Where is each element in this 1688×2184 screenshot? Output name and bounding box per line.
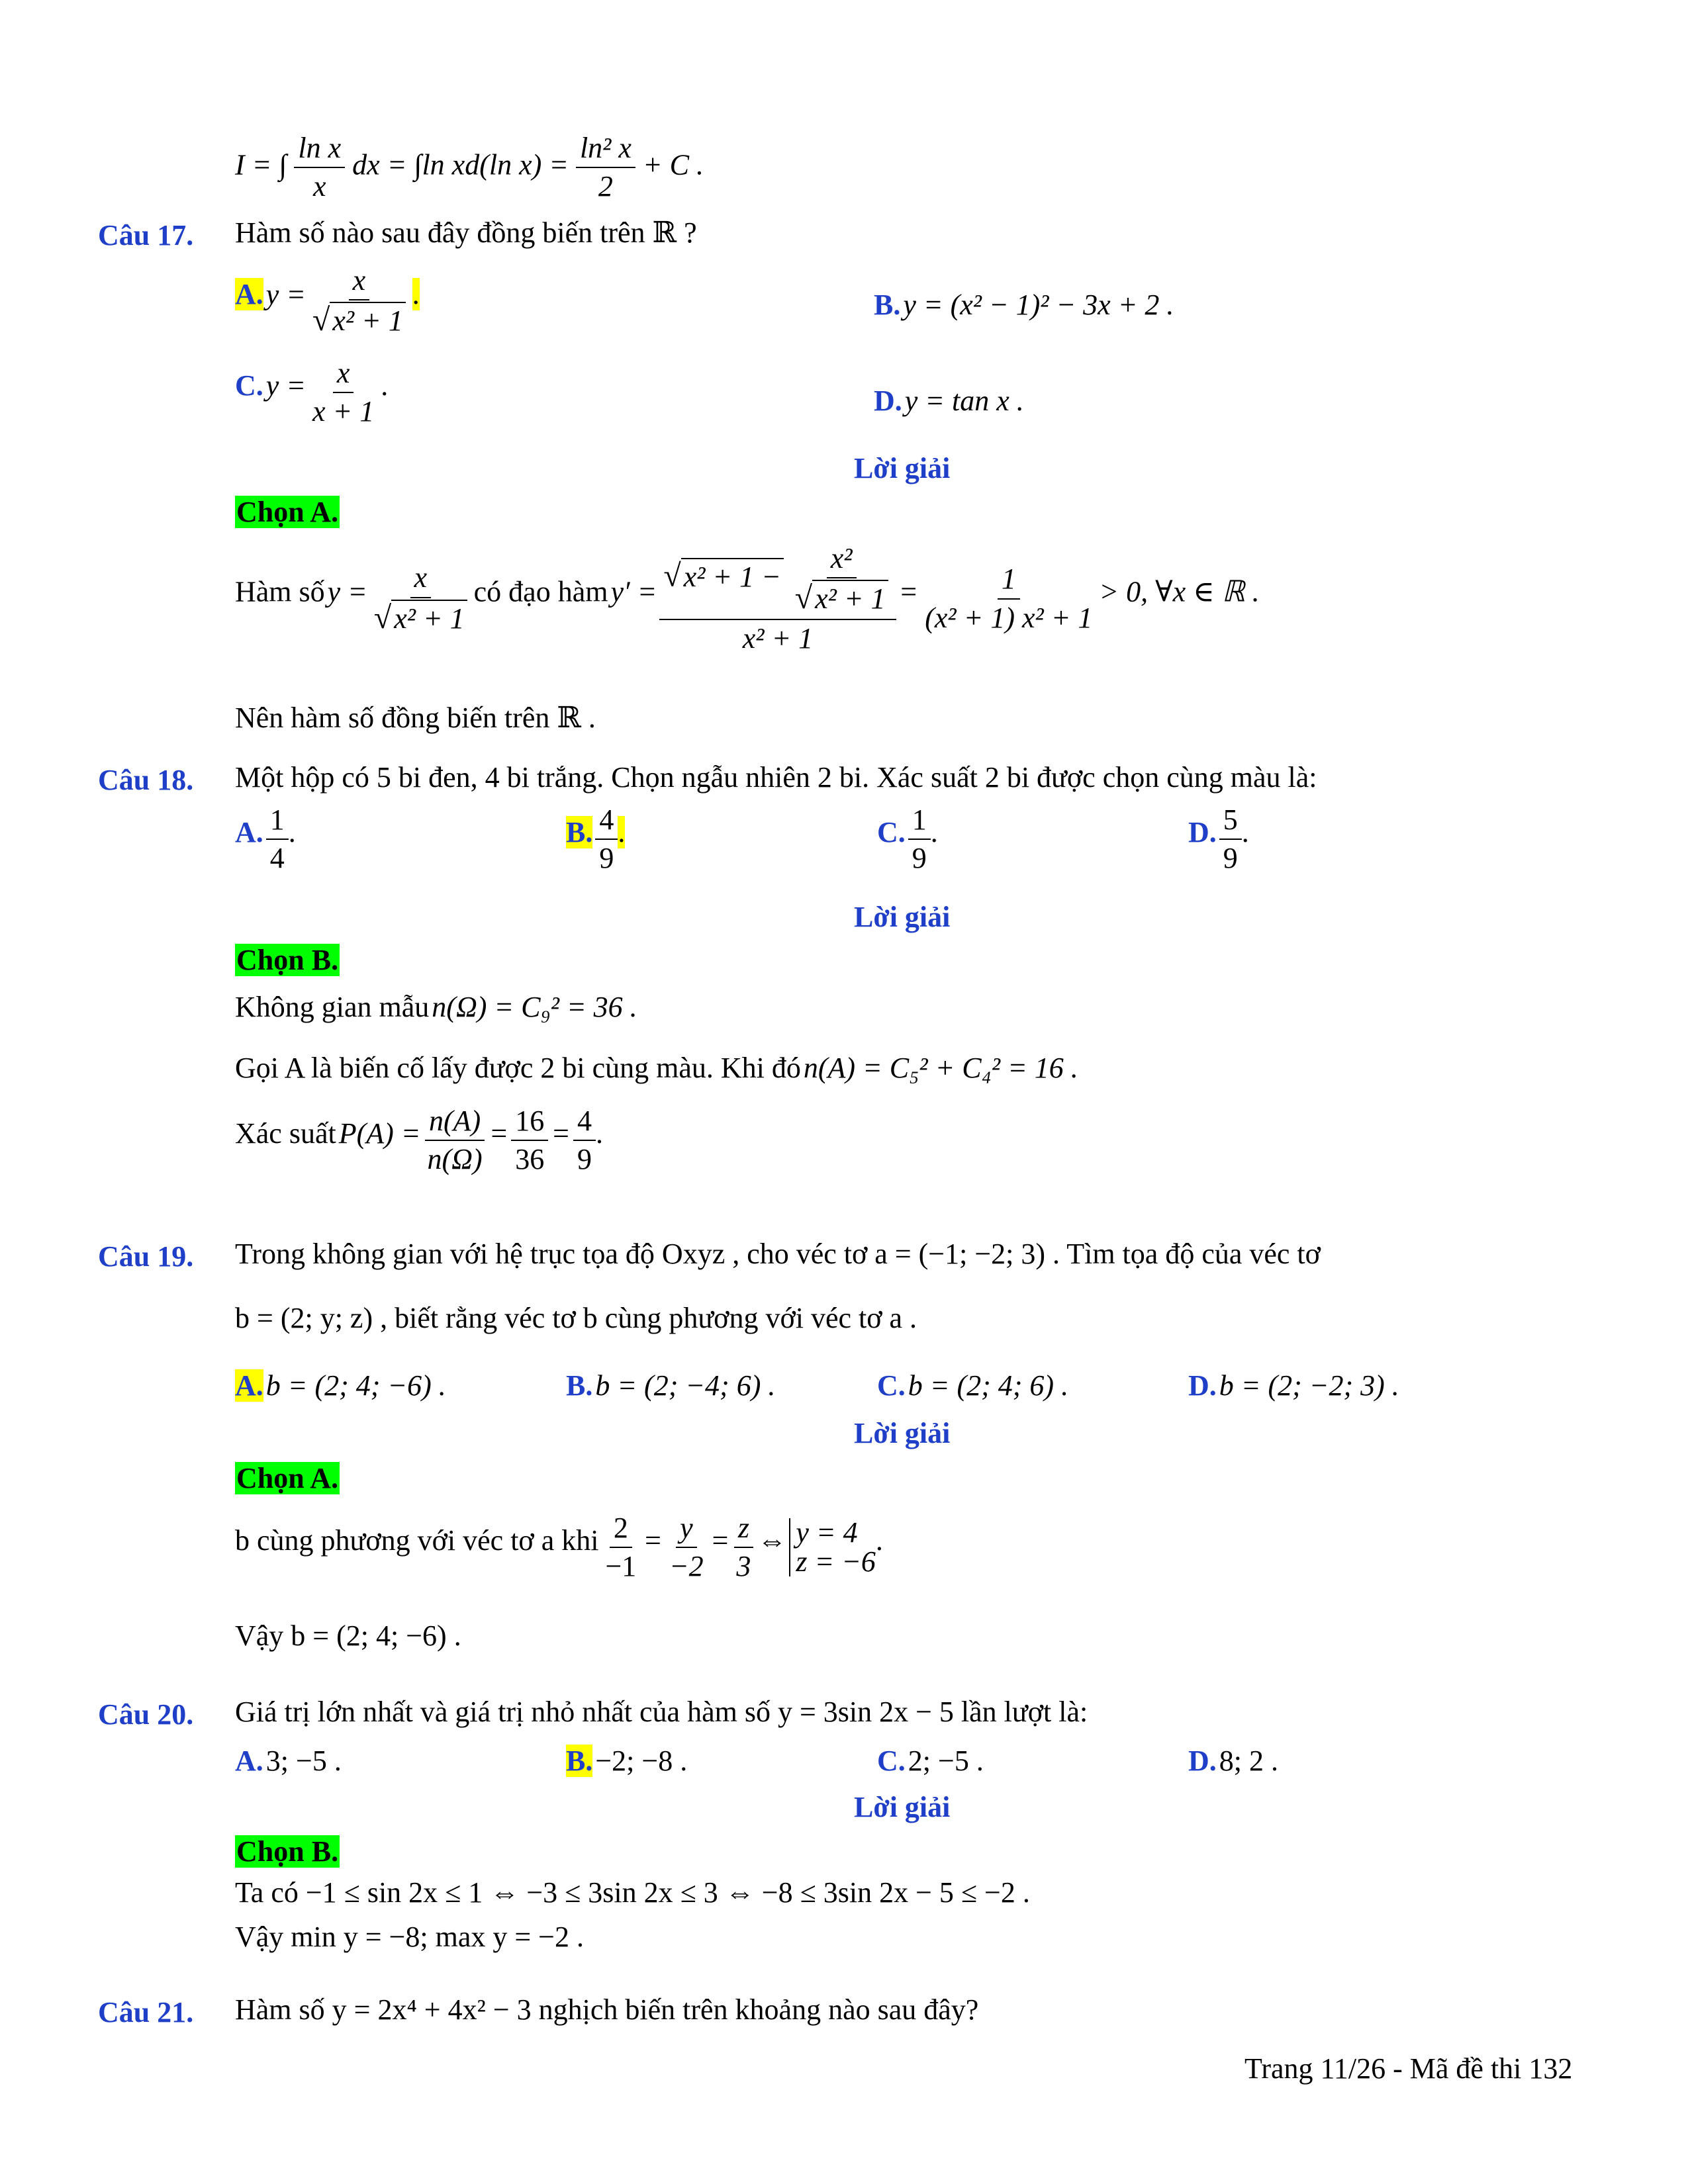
q20-option-a[interactable] <box>235 1744 342 1778</box>
integral-lhs: I = ∫ <box>235 148 287 181</box>
q18-probability: Xác suất P(A) = $\frac{n(A)}{n(\Omega)}$ = $\frac{16}{36}$ = $\frac{4}{9}$ . <box>235 1105 603 1176</box>
q19-system <box>789 1518 876 1576</box>
q18-event <box>235 1054 1078 1083</box>
q17-text: Hàm số nào sau đây đồng biến trên ℝ ? <box>235 216 697 249</box>
q17-solution-heading: Lời giải <box>854 452 951 484</box>
q17-option-b-text: y = (x² − 1)² − 3x + 2 . <box>903 289 1174 321</box>
q20-option-b[interactable] <box>566 1744 687 1778</box>
q20-option-c-text: 2; −5 . <box>908 1745 984 1777</box>
q19-system-eq2: z = −6 <box>796 1545 876 1578</box>
q18-option-d-numerator: 5 <box>1219 804 1242 840</box>
q20-option-a-text: 3; −5 . <box>265 1745 342 1777</box>
integral-denominator: x <box>313 170 326 203</box>
q17-option-a-label: A. <box>235 278 263 311</box>
q18-option-b[interactable]: B. $\frac{4}{9}$ . <box>566 803 626 875</box>
q18-prob-frac3-den: 9 <box>577 1143 592 1176</box>
q17-derivative-line: Hàm số y = $\frac{x}{\text{√x² + 1}}$ có đạo hàm y′ = √x² + 1 − $\frac{\text{x²}}{\text{√x² + 1}}$ x² + 1 = $\frac{1}{\text{(x² + 1) x² + 1}}$ > 0, ∀x ∈ ℝ . <box>235 542 1260 655</box>
q19-frac2-num: y <box>676 1512 697 1548</box>
q17-option-a-denominator: x² + 1 <box>330 302 405 337</box>
q18-sample-space-text: Không gian mẫu <box>235 991 430 1023</box>
q18-sample-space-math: n(Ω) = C₉² = 36 . <box>432 991 637 1023</box>
q19-option-c-text: b = (2; 4; 6) . <box>908 1369 1069 1402</box>
q18-solution-heading: Lời giải <box>854 901 951 933</box>
q17-answer-badge: Chọn A. <box>236 496 339 528</box>
q19-frac3-den: 3 <box>736 1550 751 1583</box>
q17-option-a[interactable]: A. y = $\frac{x}{\text{√x² + 1}}$ . <box>235 264 420 338</box>
q19-option-a-text: b = (2; 4; −6) . <box>265 1369 446 1402</box>
q17-derivative-big-numerator-root: x² + 1 − <box>681 558 784 593</box>
q21-label: Câu 21. <box>98 1996 194 2028</box>
q20-answer-badge: Chọn B. <box>236 1835 339 1868</box>
q18-probability-lhs: P(A) = <box>338 1117 421 1150</box>
q19-option-a-label: A. <box>235 1369 263 1402</box>
q18-option-d-denominator: 9 <box>1223 842 1238 875</box>
q19-collinear-text: b cùng phương với véc tơ a khi <box>235 1524 599 1557</box>
q17-derivative-end: > 0, ∀x ∈ ℝ . <box>1099 575 1260 608</box>
q20-option-a-label: A. <box>235 1745 263 1777</box>
q17-option-c-label: C. <box>235 369 263 402</box>
q17-option-c-denominator: x + 1 <box>312 395 375 428</box>
q19-collinear-line: b cùng phương với véc tơ a khi $\frac{2}{-1}$ = $\frac{y}{-2}$ = $\frac{z}{3}$ ⇔ y = 4 z = −6 . <box>235 1512 883 1583</box>
integral-result-numerator: ln² x <box>576 132 635 168</box>
q17-derivative-eq: = <box>898 575 919 608</box>
q18-option-c-label: C. <box>877 816 906 849</box>
integral-result-denominator: 2 <box>598 170 613 203</box>
q19-option-b[interactable] <box>566 1369 775 1402</box>
q19-frac3-num: z <box>734 1512 753 1548</box>
q17-derivative-big-denominator: x² + 1 <box>742 622 814 655</box>
q18-event-math: n(A) = C₅² + C₄² = 16 . <box>803 1052 1078 1084</box>
q20-solution-line2: Vậy min y = −8; max y = −2 . <box>235 1921 584 1953</box>
integral-line <box>235 132 704 203</box>
q17-option-c[interactable] <box>235 357 388 428</box>
q17-derivative-inner-numerator: x² <box>827 543 857 578</box>
q19-frac1-den: −1 <box>605 1550 637 1583</box>
q17-derivative-intro: Hàm số <box>235 575 325 608</box>
q18-option-b-numerator: 4 <box>595 804 618 840</box>
q19-text-line1: Trong không gian với hệ trục tọa độ Oxyz , cho véc tơ a = (−1; −2; 3) . Tìm tọa độ của véc tơ <box>235 1238 1321 1270</box>
q18-event-text: Gọi A là biến cố lấy được 2 bi cùng màu. Khi đó <box>235 1052 801 1084</box>
page-footer: Trang 11/26 - Mã đề thi 132 <box>1244 2052 1573 2085</box>
q20-option-b-text: −2; −8 . <box>595 1745 688 1777</box>
q19-frac1-num: 2 <box>610 1512 632 1548</box>
q18-option-c-denominator: 9 <box>912 842 927 875</box>
q20-solution-heading: Lời giải <box>854 1791 951 1823</box>
q18-option-b-label: B. <box>566 816 593 849</box>
q20-option-c-label: C. <box>877 1745 906 1777</box>
q18-option-c[interactable]: C. $\frac{1}{9}$ . <box>877 803 938 875</box>
q21-text: Hàm số y = 2x⁴ + 4x² − 3 nghịch biến trên khoảng nào sau đây? <box>235 1993 979 2026</box>
q19-label: Câu 19. <box>98 1240 194 1273</box>
q19-solution-heading: Lời giải <box>854 1417 951 1449</box>
q20-option-d-text: 8; 2 . <box>1219 1745 1279 1777</box>
q17-option-b[interactable] <box>874 288 1174 322</box>
q18-option-a-numerator: 1 <box>266 804 289 840</box>
q17-conclusion: Nên hàm số đồng biến trên ℝ . <box>235 702 596 734</box>
q18-option-d[interactable]: D. $\frac{5}{9}$ . <box>1188 803 1249 875</box>
q19-option-c-label: C. <box>877 1369 906 1402</box>
q19-option-d[interactable] <box>1188 1369 1399 1402</box>
q20-option-d[interactable] <box>1188 1744 1278 1778</box>
q20-label: Câu 20. <box>98 1698 194 1731</box>
q19-option-c[interactable] <box>877 1369 1068 1402</box>
q17-answer <box>235 495 340 529</box>
q17-option-d-text: y = tan x . <box>904 385 1024 417</box>
q19-iff: ⇔ <box>757 1524 787 1557</box>
q18-prob-frac2-num: 16 <box>511 1105 548 1141</box>
q18-prob-frac1-den: n(Ω) <box>427 1143 483 1176</box>
q17-derivative-mid: có đạo hàm <box>473 575 608 608</box>
q17-derivative-denominator: x² + 1 <box>391 600 467 635</box>
q17-option-d[interactable] <box>874 384 1024 418</box>
q18-option-a-denominator: 4 <box>269 842 285 875</box>
q19-frac2-den: −2 <box>669 1550 704 1583</box>
q17-derivative-result-numerator: 1 <box>998 563 1020 599</box>
q19-system-eq1: y = 4 <box>796 1516 858 1549</box>
q18-prob-frac1-num: n(A) <box>425 1105 485 1141</box>
q17-option-a-numerator: x <box>349 265 370 300</box>
q18-label: Câu 18. <box>98 764 194 796</box>
integral-middle: dx = ∫ln xd(ln x) = <box>352 148 569 181</box>
q17-derivative-y: y = <box>327 575 367 608</box>
q18-prob-frac3-num: 4 <box>573 1105 596 1141</box>
q17-option-c-numerator: x <box>333 357 354 393</box>
q20-option-c[interactable] <box>877 1744 984 1778</box>
q18-text: Một hộp có 5 bi đen, 4 bi trắng. Chọn ngẫu nhiên 2 bi. Xác suất 2 bi được chọn cùng màu là: <box>235 761 1317 794</box>
q17-option-d-label: D. <box>874 385 902 417</box>
q17-option-b-label: B. <box>874 289 901 321</box>
q17-option-c-lhs: y = <box>265 369 306 402</box>
q19-option-d-label: D. <box>1188 1369 1217 1402</box>
integral-numerator: ln x <box>294 132 345 168</box>
q20-option-b-label: B. <box>566 1745 593 1777</box>
q18-probability-text: Xác suất <box>235 1117 336 1150</box>
q20-option-d-label: D. <box>1188 1745 1217 1777</box>
q18-option-b-denominator: 9 <box>599 842 614 875</box>
integral-constant: + C . <box>642 148 704 181</box>
q18-prob-frac2-den: 36 <box>515 1143 545 1176</box>
q18-option-a-label: A. <box>235 816 263 849</box>
q20-answer <box>235 1835 340 1868</box>
q19-option-b-text: b = (2; −4; 6) . <box>595 1369 776 1402</box>
q17-option-a-end: . <box>412 278 420 311</box>
q19-option-d-text: b = (2; −2; 3) . <box>1219 1369 1399 1402</box>
q18-option-a[interactable]: A. $\frac{1}{4}$ . <box>235 803 296 875</box>
q20-text: Giá trị lớn nhất và giá trị nhỏ nhất của hàm số y = 3sin 2x − 5 lần lượt là: <box>235 1696 1088 1728</box>
q17-derivative-inner-denominator: x² + 1 <box>812 580 888 615</box>
q19-answer <box>235 1461 340 1495</box>
q17-derivative-big-numerator: √x² + 1 − $\frac{\text{x²}}{\text{√x² + 1}}$ <box>659 543 896 620</box>
q19-answer-badge: Chọn A. <box>236 1462 339 1494</box>
q17-label: Câu 17. <box>98 219 194 251</box>
q17-derivative-result-denominator: (x² + 1) x² + 1 <box>925 601 1093 634</box>
q18-option-d-label: D. <box>1188 816 1217 849</box>
q20-solution-line1: Ta có −1 ≤ sin 2x ≤ 1 ⇔ −3 ≤ 3sin 2x ≤ 3 ⇔ −8 ≤ 3sin 2x − 5 ≤ −2 . <box>235 1876 1030 1909</box>
q17-option-a-lhs: y = <box>265 278 306 311</box>
q17-derivative-yprime: y′ = <box>610 575 657 608</box>
q18-option-c-numerator: 1 <box>908 804 931 840</box>
q17-derivative-numerator: x <box>410 562 432 598</box>
q17-option-c-end: . <box>381 369 389 402</box>
q18-answer-badge: Chọn B. <box>236 944 339 976</box>
q19-option-b-label: B. <box>566 1369 593 1402</box>
q19-text-line2: b = (2; y; z) , biết rằng véc tơ b cùng phương với véc tơ a . <box>235 1302 917 1334</box>
q19-option-a[interactable] <box>235 1369 446 1402</box>
q19-conclusion: Vậy b = (2; 4; −6) . <box>235 1619 461 1652</box>
q18-answer <box>235 943 340 977</box>
q18-sample-space <box>235 993 637 1022</box>
